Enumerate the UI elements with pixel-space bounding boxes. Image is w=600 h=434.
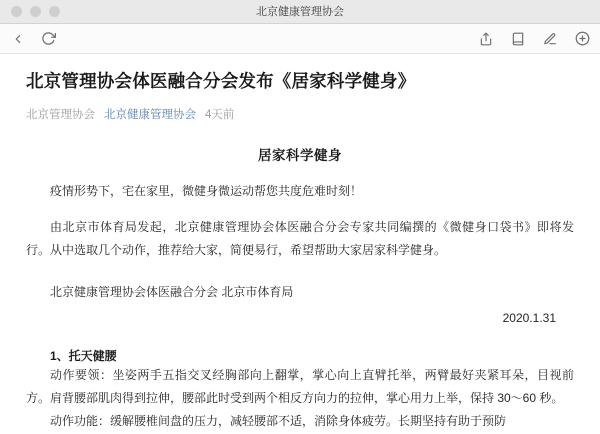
article-author: 北京管理协会 — [26, 108, 95, 121]
section-paragraph: 动作功能：缓解腰椎间盘的压力，减轻腰部不适，消除身体疲劳。长期坚持有助于预防 — [50, 414, 507, 429]
chevron-left-icon[interactable] — [10, 31, 26, 47]
minimize-button[interactable] — [30, 6, 41, 17]
article-subtitle: 居家科学健身 — [258, 147, 342, 163]
article-signature: 北京健康管理协会体医融合分会 北京市体育局 — [50, 284, 294, 299]
title-bar — [0, 0, 600, 24]
article-date: 2020.1.31 — [502, 310, 556, 325]
more-circle-icon[interactable] — [574, 31, 590, 47]
share-icon[interactable] — [478, 31, 494, 47]
window-title: 北京健康管理协会 — [256, 5, 344, 18]
article-source-link[interactable]: 北京健康管理协会 — [104, 108, 196, 121]
article-time: 4天前 — [205, 108, 235, 121]
pencil-icon[interactable] — [542, 31, 558, 47]
article-content[interactable] — [0, 54, 600, 434]
window-controls[interactable] — [0, 6, 60, 17]
reload-icon[interactable] — [40, 31, 56, 47]
article-paragraph: 由北京市体育局发起，北京健康管理协会体医融合分会专家共同编撰的《微健身口袋书》即将发行。从中选取几个动作，推荐给大家，简便易行，希望帮助大家居家科学健身。 — [26, 220, 574, 258]
section-title: 1、托天健腰 — [50, 348, 117, 363]
article-meta — [26, 106, 574, 122]
close-button[interactable] — [11, 6, 22, 17]
article-body — [26, 144, 574, 434]
book-icon[interactable] — [510, 31, 526, 47]
article-paragraph: 疫情形势下，宅在家里，微健身微运动帮您共度危难时刻！ — [50, 183, 363, 198]
page-title: 北京管理协会体医融合分会发布《居家科学健身》 — [26, 71, 416, 91]
section-paragraph: 动作要领：坐姿两手五指交叉经胸部向上翻掌，掌心向上直臂托举，两臂最好夹紧耳朵，目视前方。肩背腰部肌肉得到拉伸，腰部此时受到两个相反方向力的拉伸，掌心用力上举，保持 30～60 秒。 — [26, 367, 574, 405]
zoom-button[interactable] — [49, 6, 60, 17]
toolbar — [0, 24, 600, 54]
